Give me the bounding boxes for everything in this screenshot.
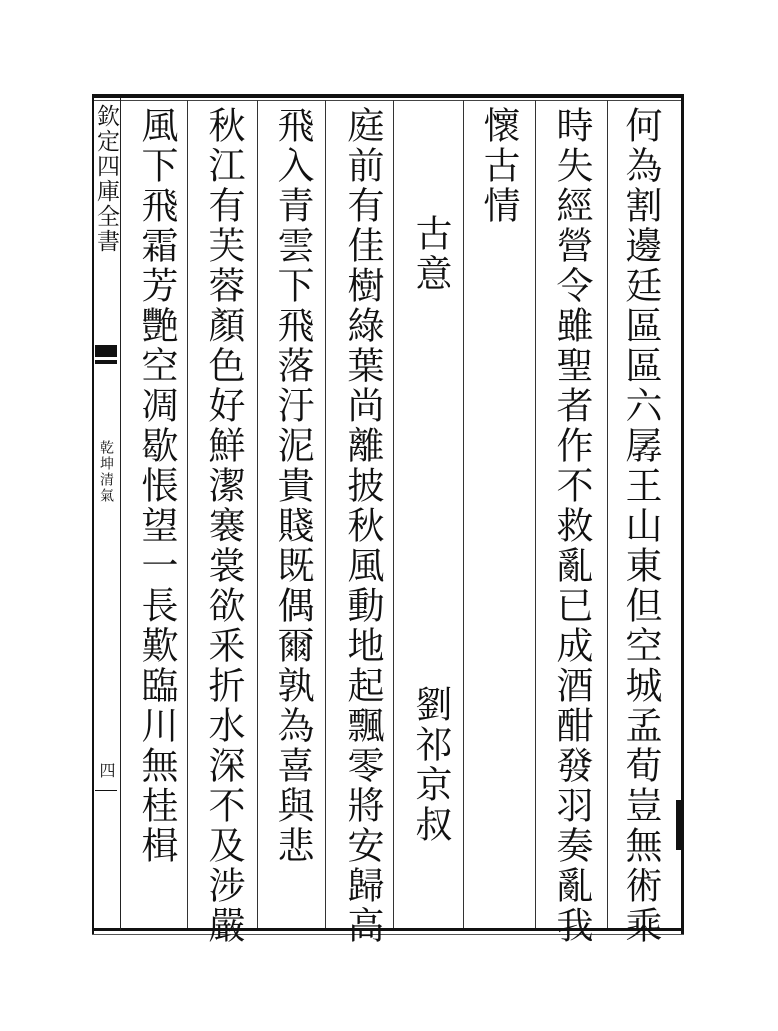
margin-page-number: 四: [97, 762, 116, 778]
text-column-7: 秋江有芙蓉顏色好鮮潔褰裳欲釆折水深不及涉嚴: [202, 106, 245, 946]
right-edge-mark: [676, 800, 684, 850]
text-column-2: 時失經營令雖聖者作不救亂已成酒酣發羽奏亂我: [550, 106, 593, 946]
fish-tail-mark: [95, 345, 117, 357]
page-number-tick: [95, 790, 117, 791]
text-column-6: 飛入青雲下飛落汙泥貴賤既偶爾孰為喜與悲: [271, 106, 314, 866]
text-column-5: 庭前有佳樹綠葉尚離披秋風動地起飄零將安歸高: [341, 106, 384, 946]
column-divider: [535, 100, 536, 928]
text-column-8: 風下飛霜芳艷空凋歇悵望一長歎臨川無桂楫: [135, 106, 178, 866]
frame-top-border: [92, 94, 684, 98]
column-divider: [463, 100, 464, 928]
poem-author: 劉祁京叔: [409, 685, 452, 845]
frame-bottom-inner-border: [92, 934, 684, 935]
column-divider: [325, 100, 326, 928]
text-column-1: 何為割邊廷區區六孱王山東但空城孟荀豈無術乘: [619, 106, 662, 946]
column-divider: [607, 100, 608, 928]
column-divider: [257, 100, 258, 928]
margin-spine-line: [120, 98, 121, 930]
frame-top-inner-border: [92, 100, 684, 101]
fish-tail-mark-lower: [95, 360, 117, 364]
margin-book-title: 欽定四庫全書: [93, 104, 119, 254]
margin-collection-title: 乾坤清氣: [98, 440, 114, 504]
text-column-3-title-line: 懷古情: [477, 106, 520, 226]
column-divider: [187, 100, 188, 928]
poem-title-guyi: 古意: [409, 214, 452, 294]
frame-bottom-border: [92, 928, 684, 931]
column-divider: [393, 100, 394, 928]
